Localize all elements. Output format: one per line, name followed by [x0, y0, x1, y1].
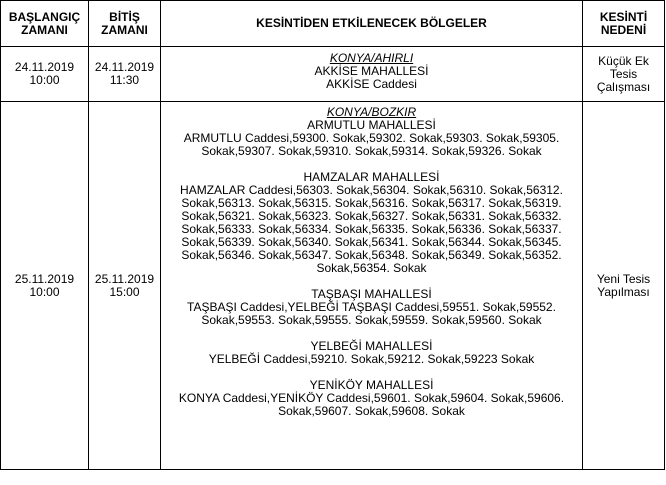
- end-hour: 11:30: [109, 73, 140, 87]
- street-line: KONYA Caddesi,YENİKÖY Caddesi,59601. Sokak,59604. Sokak,59606.: [178, 391, 565, 405]
- reason-line: Yapılması: [597, 284, 650, 299]
- start-hour: 10:00: [29, 284, 60, 299]
- end-date: 24.11.2019: [94, 60, 155, 74]
- start-date: 24.11.2019: [14, 60, 75, 74]
- header-end-time: [89, 1, 161, 47]
- reason-cell: [583, 47, 665, 102]
- header-start-line: ZAMANI: [21, 22, 68, 37]
- regions-cell: [161, 102, 583, 470]
- table-row: [1, 102, 665, 470]
- header-end-line: BİTİŞ: [109, 9, 140, 24]
- street-line: YELBEĞİ Caddesi,59210. Sokak,59212. Sokak,59223 Sokak: [208, 352, 535, 366]
- start-date: 25.11.2019: [14, 271, 75, 286]
- street-line: AKKİSE Caddesi: [326, 77, 417, 91]
- neighborhood-block: [163, 379, 580, 418]
- neighborhood-name: HAMZALAR MAHALLESİ: [303, 170, 440, 184]
- start-hour: 10:00: [29, 73, 60, 87]
- header-reason-line: KESİNTİ: [599, 9, 648, 24]
- neighborhood-block: [163, 119, 580, 158]
- street-line: Sokak,56321. Sokak,56323. Sokak,56327. Sokak,56331. Sokak,56332.: [181, 209, 562, 223]
- province-district: KONYA/BOZKIR: [326, 105, 417, 119]
- neighborhood-block: [163, 171, 580, 275]
- street-line: Sokak,59553. Sokak,59555. Sokak,59559. Sokak,59560. Sokak: [201, 313, 542, 327]
- street-line: ARMUTLU Caddesi,59300. Sokak,59302. Sokak,59303. Sokak,59305.: [183, 131, 560, 145]
- start-time-cell: [1, 102, 89, 470]
- start-time-cell: [1, 47, 89, 102]
- end-time-cell: [89, 47, 161, 102]
- street-line: Sokak,56313. Sokak,56315. Sokak,56316. Sokak,56317. Sokak,56319.: [181, 196, 562, 210]
- reason-cell: [583, 102, 665, 470]
- street-line: Sokak,59607. Sokak,59608. Sokak: [278, 404, 465, 418]
- header-outage-reason: [583, 1, 665, 47]
- street-line: Sokak,56354. Sokak: [316, 261, 427, 275]
- neighborhood-name: TAŞBAŞI MAHALLESİ: [311, 287, 432, 301]
- table-row: [1, 47, 665, 102]
- header-row: [1, 1, 665, 47]
- neighborhood-block: [163, 65, 580, 91]
- neighborhood-block: [163, 340, 580, 366]
- regions-cell: [161, 47, 583, 102]
- street-line: Sokak,59307. Sokak,59310. Sokak,59314. Sokak,59326. Sokak: [201, 144, 542, 158]
- header-start-time: [1, 1, 89, 47]
- end-hour: 15:00: [109, 284, 140, 299]
- street-line: Sokak,56333. Sokak,56334. Sokak,56335. Sokak,56336. Sokak,56337.: [181, 222, 562, 236]
- end-time-cell: [89, 102, 161, 470]
- reason-line: Yeni Tesis: [596, 271, 651, 286]
- province-district: KONYA/AHIRLI: [329, 51, 414, 65]
- end-date: 25.11.2019: [94, 271, 155, 286]
- header-affected-regions: KESİNTİDEN ETKİLENECEK BÖLGELER: [161, 1, 583, 47]
- reason-line: Tesis: [609, 66, 638, 81]
- neighborhood-name: AKKİSE MAHALLESİ: [314, 64, 429, 78]
- header-start-line: BAŞLANGIÇ: [8, 9, 81, 24]
- reason-line: Küçük Ek: [598, 53, 649, 68]
- header-reason-line: NEDENİ: [600, 22, 647, 37]
- street-line: HAMZALAR Caddesi,56303. Sokak,56304. Sokak,56310. Sokak,56312.: [180, 183, 563, 197]
- street-line: TAŞBAŞI Caddesi,YELBEĞİ TAŞBAŞI Caddesi,59551. Sokak,59552.: [187, 300, 556, 314]
- neighborhood-name: YENİKÖY MAHALLESİ: [309, 378, 434, 392]
- street-line: Sokak,56346. Sokak,56347. Sokak,56348. Sokak,56349. Sokak,56352.: [181, 248, 562, 262]
- neighborhood-name: ARMUTLU MAHALLESİ: [307, 118, 436, 132]
- reason-line: Çalışması: [596, 79, 651, 94]
- street-line: Sokak,56339. Sokak,56340. Sokak,56341. Sokak,56344. Sokak,56345.: [181, 235, 562, 249]
- neighborhood-name: YELBEĞİ MAHALLESİ: [310, 339, 433, 353]
- header-end-line: ZAMANI: [101, 22, 148, 37]
- neighborhood-block: [163, 288, 580, 327]
